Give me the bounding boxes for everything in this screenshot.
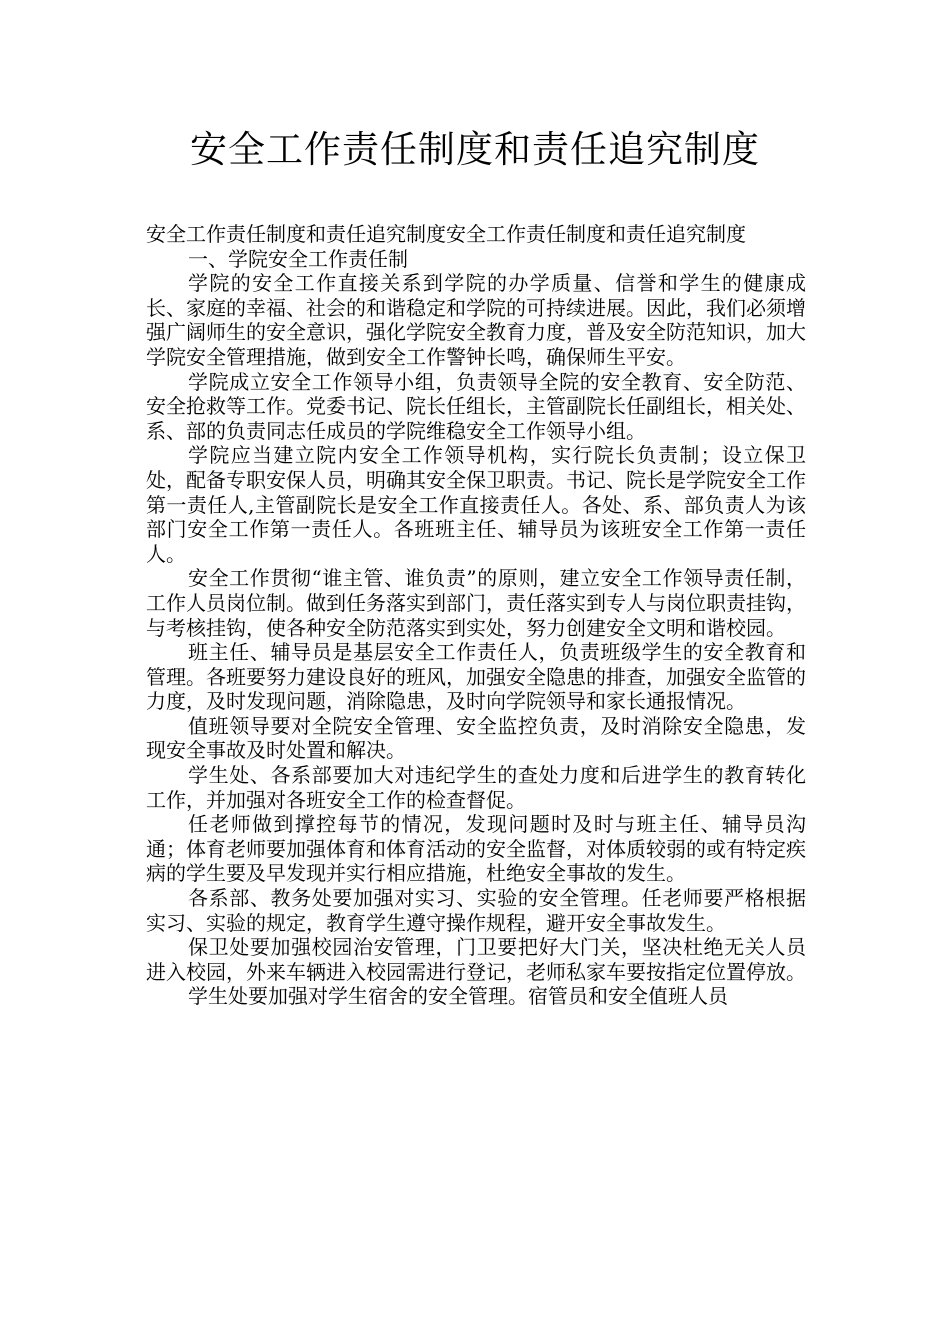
section-heading: 一、学院安全工作责任制 — [188, 246, 408, 271]
body-paragraph: 值班领导要对全院安全管理、安全监控负责，及时消除安全隐患，发现安全事故及时处置和解决。 — [146, 713, 806, 763]
body-paragraph: 学院的安全工作直接关系到学院的办学质量、信誉和学生的健康成长、家庭的幸福、社会的和谐稳定和学院的可持续进展。因此，我们必须增强广阔师生的安全意识，强化学院安全教育力度，普及安全防范知识，加大学院安全管理措施，做到安全工作警钟长鸣，确保师生平安。 — [146, 271, 806, 369]
body-paragraph: 安全工作贯彻“谁主管、谁负责”的原则，建立安全工作领导责任制，工作人员岗位制。做到任务落实到部门，责任落实到专人与岗位职责挂钩，与考核挂钩，使各种安全防范落实到实处，努力创建安全文明和谐校园。 — [146, 566, 806, 640]
document-body — [146, 222, 806, 1009]
body-paragraph: 学生处要加强对学生宿舍的安全管理。宿管员和安全值班人员 — [188, 984, 728, 1009]
body-paragraph: 任老师做到撑控每节的情况，发现问题时及时与班主任、辅导员沟通；体育老师要加强体育和体育活动的安全监督，对体质较弱的或有特定疾病的学生要及早发现并实行相应措施，杜绝安全事故的发生。 — [146, 812, 806, 886]
body-paragraph: 各系部、教务处要加强对实习、实验的安全管理。任老师要严格根据实习、实验的规定，教育学生遵守操作规程，避开安全事故发生。 — [146, 886, 806, 935]
document-title: 安全工作责任制度和责任追究制度 — [190, 128, 760, 171]
body-paragraph: 学院应当建立院内安全工作领导机构，实行院长负责制；设立保卫处，配备专职安保人员，明确其安全保卫职责。书记、院长是学院安全工作第一责任人,主管副院长是安全工作直接责任人。各处、系、部负责人为该部门安全工作第一责任人。各班班主任、辅导员为该班安全工作第一责任人。 — [146, 443, 806, 566]
body-paragraph: 学生处、各系部要加大对违纪学生的查处力度和后进学生的教育转化工作，并加强对各班安全工作的检查督促。 — [146, 763, 806, 812]
body-paragraph: 班主任、辅导员是基层安全工作责任人，负责班级学生的安全教育和管理。各班要努力建设良好的班风，加强安全隐患的排查，加强安全监管的力度，及时发现问题，消除隐患，及时向学院领导和家长通报情况。 — [146, 640, 806, 714]
body-paragraph: 保卫处要加强校园治安管理，门卫要把好大门关，坚决杜绝无关人员进入校园，外来车辆进入校园需进行登记，老师私家车要按指定位置停放。 — [146, 935, 806, 984]
body-paragraph: 学院成立安全工作领导小组，负责领导全院的安全教育、安全防范、安全抢救等工作。党委书记、院长任组长，主管副院长任副组长，相关处、系、部的负责同志任成员的学院维稳安全工作领导小组。 — [146, 369, 806, 443]
intro-paragraph: 安全工作责任制度和责任追究制度安全工作责任制度和责任追究制度 — [146, 222, 746, 246]
